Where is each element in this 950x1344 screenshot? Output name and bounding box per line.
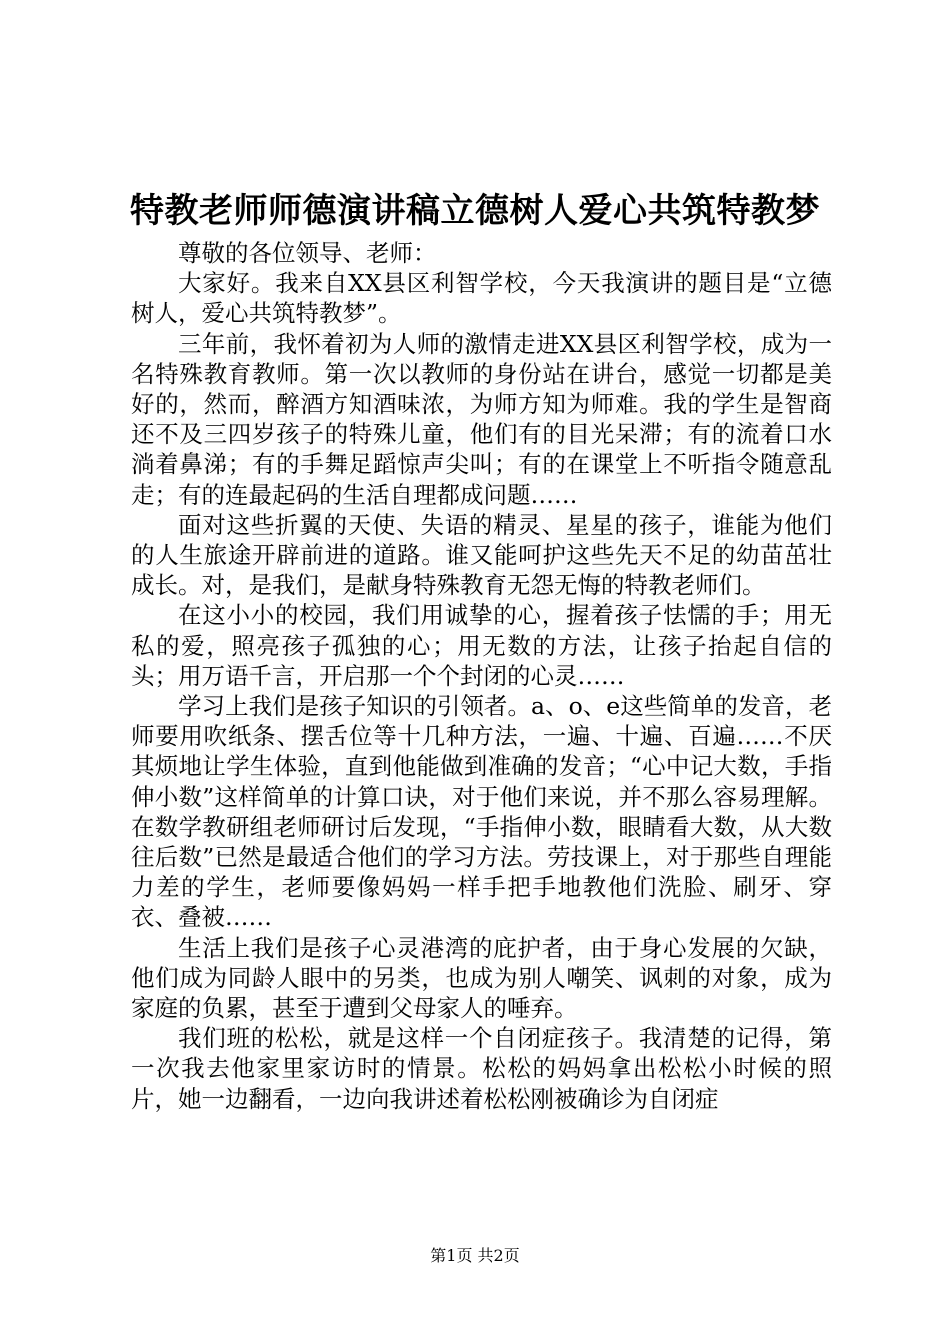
paragraph-songsong: 我们班的松松，就是这样一个自闭症孩子。我清楚的记得，第一次我去他家里家访时的情景。松松的妈妈拿出松松小时候的照片，她一边翻看，一边向我讲述着松松刚被确诊为自闭症 — [131, 1024, 832, 1113]
paragraph-life-protector: 生活上我们是孩子心灵港湾的庇护者，由于身心发展的欠缺，他们成为同龄人眼中的另类，也成为别人嘲笑、讽刺的对象，成为家庭的负累，甚至于遭到父母家人的唾弃。 — [131, 933, 832, 1023]
paragraph-three-years-ago: 三年前，我怀着初为人师的激情走进XX县区利智学校，成为一名特殊教育教师。第一次以教师的身份站在讲台，感觉一切都是美好的，然而，醉酒方知酒味浓，为师方知为师难。我的学生是智商还不及三四岁孩子的特殊儿童，他们有的目光呆滞；有的流着口水淌着鼻涕；有的手舞足蹈惊声尖叫；有的在课堂上不听指令随意乱走；有的连最起码的生活自理都成问题…… — [131, 329, 832, 509]
paragraph-greeting: 大家好。我来自XX县区利智学校，今天我演讲的题目是“立德树人，爱心共筑特教梦”。 — [131, 269, 832, 328]
page-footer: 第1页 共2页 — [430, 1246, 520, 1265]
document-body — [131, 238, 832, 1114]
paragraph-small-campus: 在这小小的校园，我们用诚挚的心，握着孩子怯懦的手；用无私的爱，照亮孩子孤独的心；用无数的方法，让孩子抬起自信的头；用万语千言，开启那一个个封闭的心灵…… — [131, 601, 832, 690]
paragraph-salutation: 尊敬的各位领导、老师： — [178, 239, 437, 267]
paragraph-broken-wing-angels: 面对这些折翼的天使、失语的精灵、星星的孩子，谁能为他们的人生旅途开辟前进的道路。谁又能呵护这些先天不足的幼苗茁壮成长。对，是我们，是献身特殊教育无怨无悔的特教老师们。 — [131, 510, 832, 600]
paragraph-learning-guide: 学习上我们是孩子知识的引领者。a、o、e这些简单的发音，老师要用吹纸条、摆舌位等十几种方法，一遍、十遍、百遍……不厌其烦地让学生体验，直到他能做到准确的发音；“心中记大数，手指伸小数”这样简单的计算口诀，对于他们来说，并不那么容易理解。在数学教研组老师研讨后发现，“手指伸小数，眼睛看大数，从大数往后数”已然是最适合他们的学习方法。劳技课上，对于那些自理能力差的学生，老师要像妈妈一样手把手地教他们洗脸、刷牙、穿衣、叠被…… — [131, 692, 832, 932]
document-title: 特教老师师德演讲稿立德树人爱心共筑特教梦 — [130, 191, 820, 231]
